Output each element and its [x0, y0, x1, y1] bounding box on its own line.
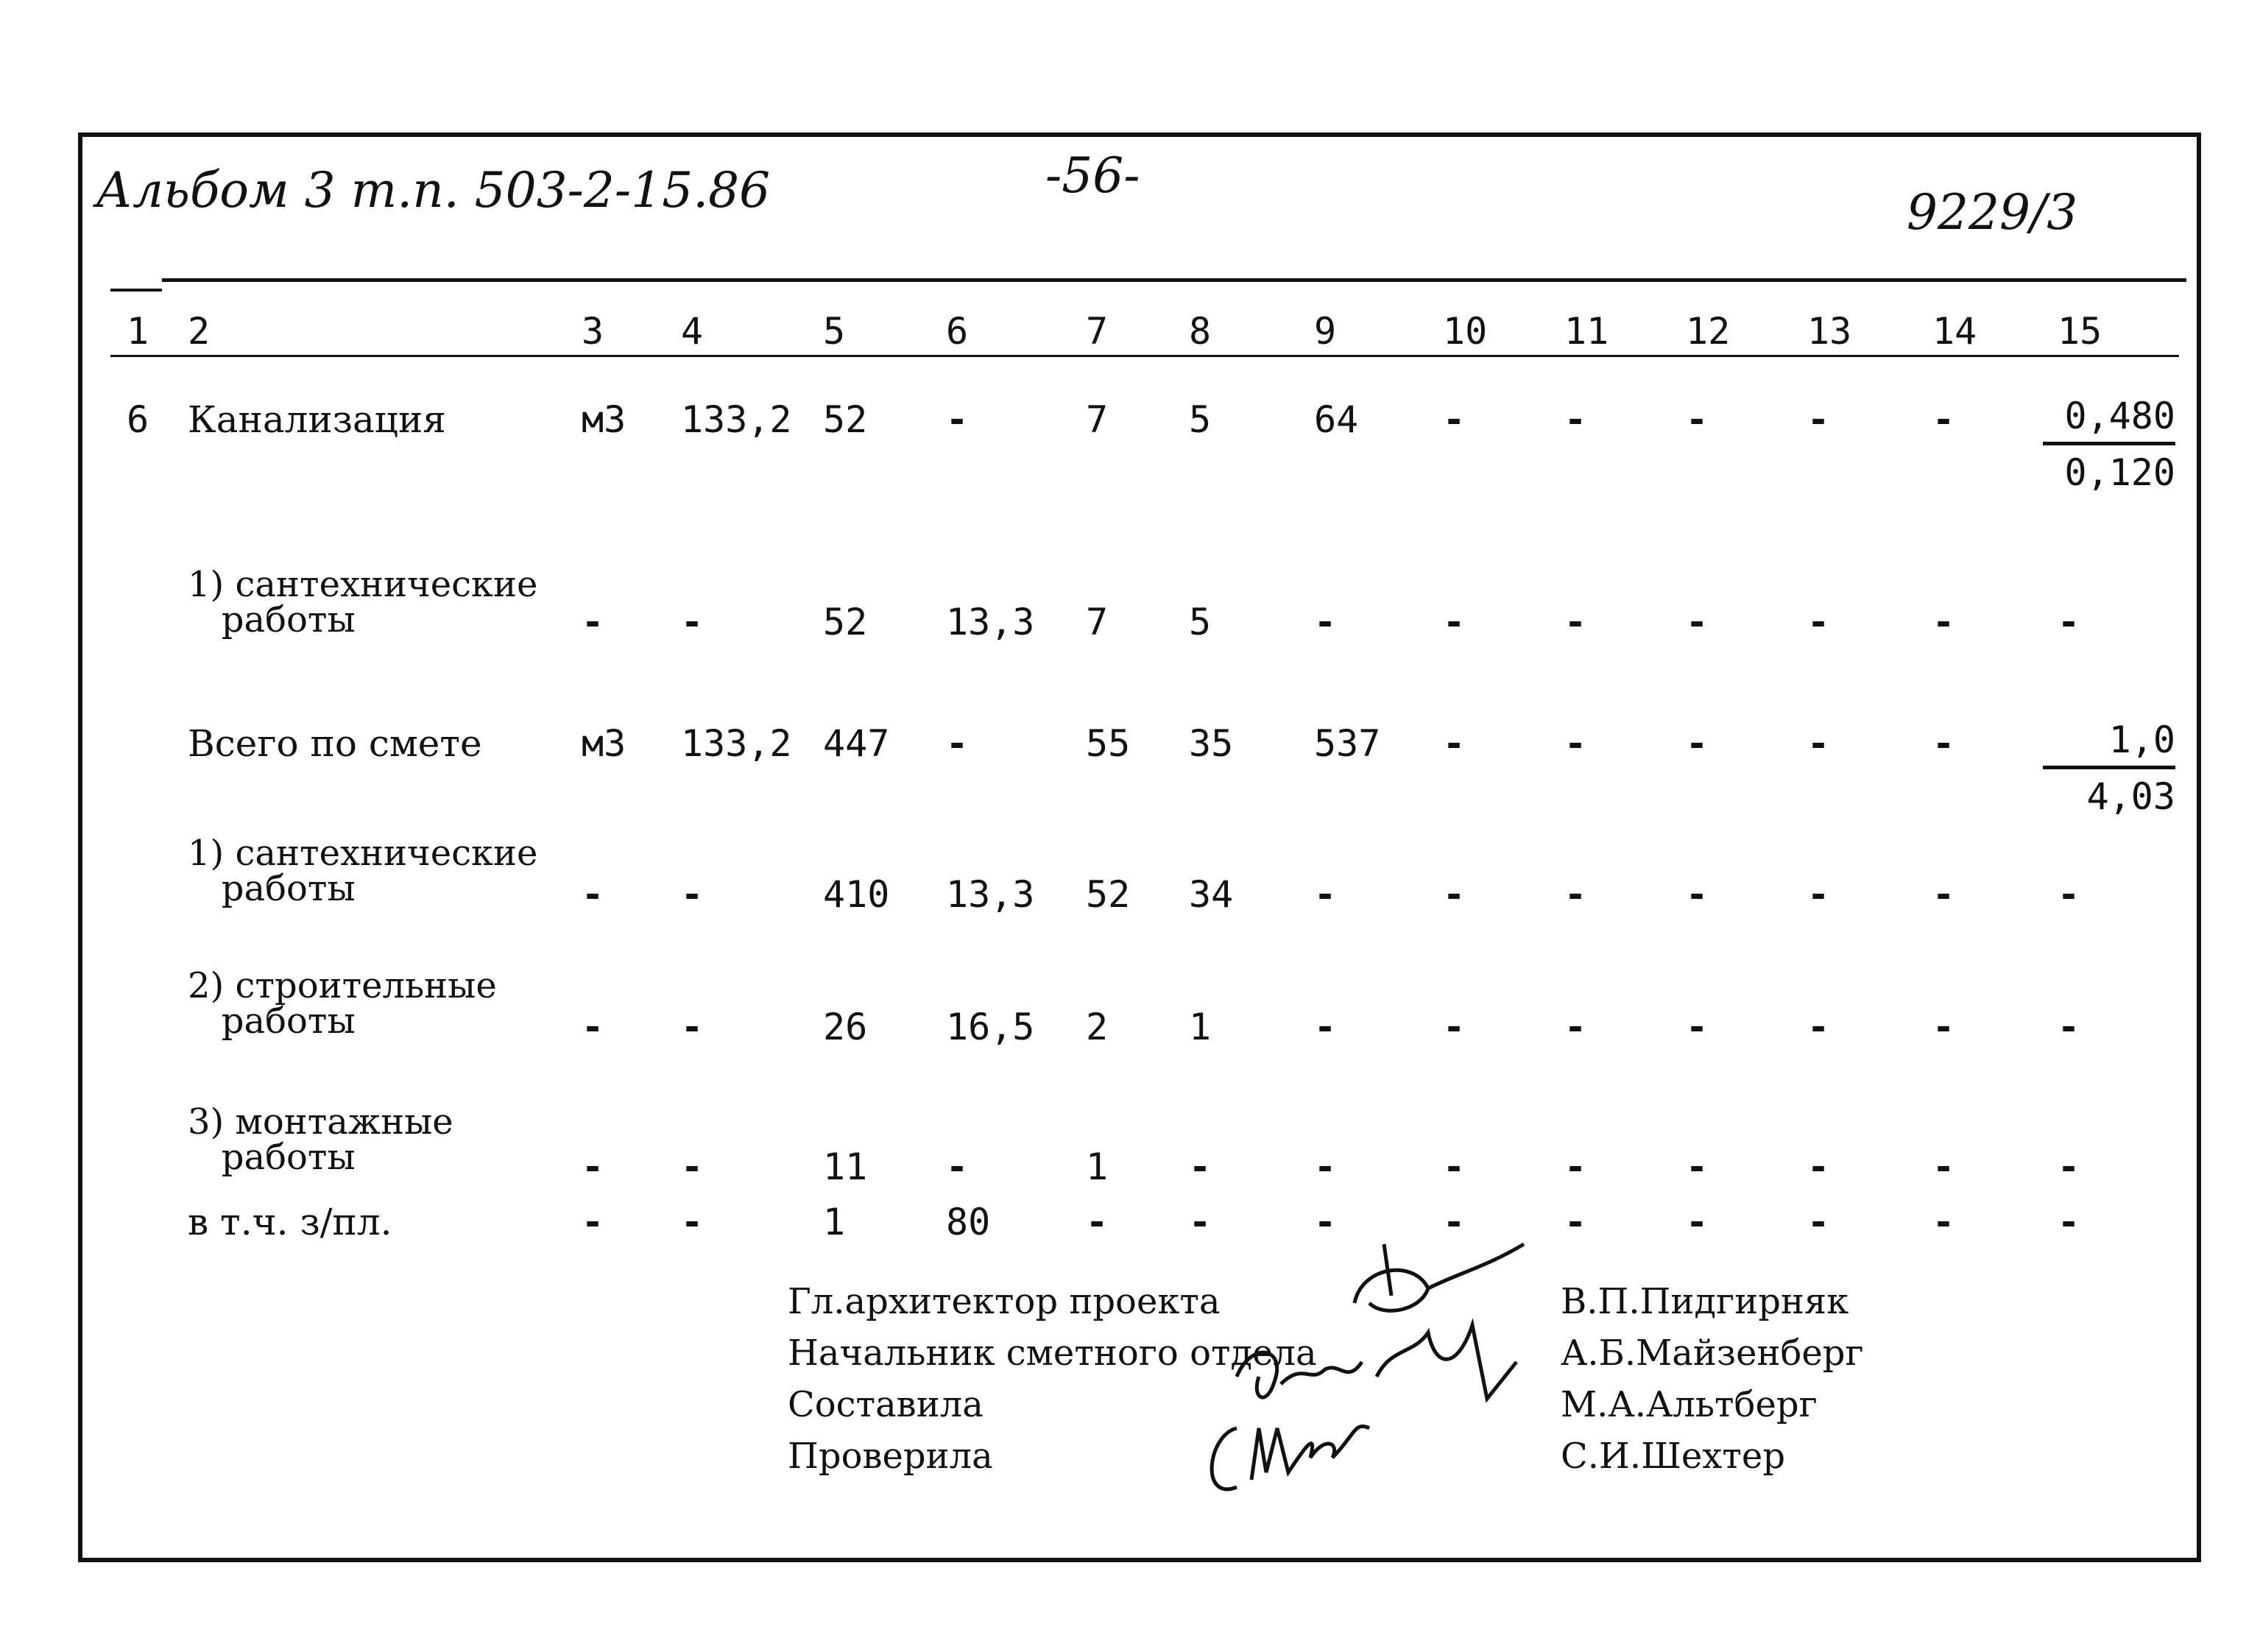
cell-col-7: 7 [1086, 601, 1109, 643]
signature-role: Гл.архитектор проекта [788, 1281, 1221, 1322]
column-number-8: 8 [1189, 310, 1212, 353]
row-label: 1) сантехнические работы [188, 564, 538, 640]
cell-col-4: - [681, 1006, 704, 1048]
cell-col-15: - [2058, 601, 2080, 643]
column-number-10: 10 [1443, 310, 1488, 353]
cell-col-4: 133,2 [681, 398, 792, 441]
fraction-col-15 [2043, 719, 2175, 818]
column-header-rule [110, 355, 2179, 357]
cell-col-14: - [1932, 1006, 1955, 1048]
cell-col-3: - [582, 601, 604, 643]
row-label: 1) сантехнические работы [188, 833, 538, 909]
cell-col-15: - [2058, 1146, 2080, 1188]
cell-col-4: - [681, 1201, 704, 1243]
column-number-7: 7 [1086, 310, 1109, 353]
cell-col-7: 2 [1086, 1006, 1109, 1048]
cell-col-9: - [1314, 601, 1337, 643]
cell-col-5: 11 [823, 1146, 868, 1188]
cell-col-4: - [681, 873, 704, 916]
cell-col-10: - [1443, 398, 1466, 441]
cell-col-14: - [1932, 873, 1955, 916]
signature-role: Начальник сметного отдела [788, 1332, 1317, 1374]
signature-name: С.И.Шехтер [1561, 1436, 1786, 1477]
row-label: 3) монтажные работы [188, 1101, 453, 1178]
column-number-6: 6 [946, 310, 969, 353]
column-number-15: 15 [2058, 310, 2102, 353]
cell-col-13: - [1807, 398, 1830, 441]
cell-col-8: - [1189, 1201, 1212, 1243]
cell-col-11: - [1564, 1146, 1587, 1188]
signature-role: Проверила [788, 1436, 993, 1477]
header-rule [162, 278, 2186, 282]
cell-col-11: - [1564, 722, 1587, 765]
cell-col-10: - [1443, 1146, 1466, 1188]
cell-col-10: - [1443, 601, 1466, 643]
cell-col-6: - [946, 398, 969, 441]
row-label: Канализация [188, 398, 446, 441]
document-code: 9229/3 [1907, 184, 2078, 241]
cell-col-15: - [2058, 1006, 2080, 1048]
cell-col-4: - [681, 1146, 704, 1188]
cell-col-5: 410 [823, 873, 890, 916]
column-number-13: 13 [1807, 310, 1852, 353]
cell-col-8: 35 [1189, 722, 1234, 765]
column-number-11: 11 [1564, 310, 1609, 353]
row-number: 6 [127, 398, 149, 441]
cell-col-14: - [1932, 1201, 1955, 1243]
row-label: Всего по смете [188, 722, 482, 765]
cell-col-6: - [946, 722, 969, 765]
cell-col-3: м3 [582, 722, 626, 765]
header-rule-left [110, 289, 162, 292]
cell-col-11: - [1564, 1006, 1587, 1048]
fraction-denominator: 4,03 [2086, 775, 2175, 818]
cell-col-8: - [1189, 1146, 1212, 1188]
cell-col-12: - [1686, 1006, 1709, 1048]
cell-col-12: - [1686, 1201, 1709, 1243]
cell-col-6: 13,3 [946, 873, 1035, 916]
cell-col-15: - [2058, 1201, 2080, 1243]
cell-col-5: 26 [823, 1006, 868, 1048]
cell-col-12: - [1686, 398, 1709, 441]
fraction-numerator: 0,480 [2043, 398, 2175, 445]
signature-name: М.А.Альтберг [1561, 1384, 1818, 1425]
cell-col-14: - [1932, 601, 1955, 643]
cell-col-7: 52 [1086, 873, 1131, 916]
fraction-denominator: 0,120 [2064, 451, 2175, 494]
cell-col-6: 13,3 [946, 601, 1035, 643]
cell-col-12: - [1686, 722, 1709, 765]
cell-col-13: - [1807, 873, 1830, 916]
column-number-4: 4 [681, 310, 704, 353]
cell-col-13: - [1807, 1201, 1830, 1243]
cell-col-12: - [1686, 873, 1709, 916]
cell-col-13: - [1807, 1146, 1830, 1188]
cell-col-11: - [1564, 601, 1587, 643]
album-reference: Альбом 3 т.п. 503-2-15.86 [96, 162, 771, 219]
signature-role: Составила [788, 1384, 984, 1425]
signature-name: А.Б.Майзенберг [1561, 1332, 1864, 1374]
cell-col-8: 34 [1189, 873, 1234, 916]
cell-col-15: - [2058, 873, 2080, 916]
column-number-5: 5 [823, 310, 846, 353]
column-number-9: 9 [1314, 310, 1337, 353]
cell-col-6: - [946, 1146, 969, 1188]
cell-col-9: - [1314, 1201, 1337, 1243]
cell-col-7: 1 [1086, 1146, 1109, 1188]
cell-col-14: - [1932, 398, 1955, 441]
column-number-2: 2 [188, 310, 211, 353]
cell-col-4: - [681, 601, 704, 643]
cell-col-11: - [1564, 873, 1587, 916]
cell-col-3: - [582, 873, 604, 916]
page-number: -56- [1045, 147, 1140, 204]
cell-col-9: 64 [1314, 398, 1359, 441]
cell-col-6: 80 [946, 1201, 991, 1243]
cell-col-10: - [1443, 873, 1466, 916]
cell-col-8: 5 [1189, 398, 1212, 441]
cell-col-7: 55 [1086, 722, 1131, 765]
cell-col-5: 1 [823, 1201, 846, 1243]
cell-col-3: - [582, 1201, 604, 1243]
column-number-12: 12 [1686, 310, 1731, 353]
cell-col-10: - [1443, 1201, 1466, 1243]
row-label: в т.ч. з/пл. [188, 1201, 392, 1243]
cell-col-7: 7 [1086, 398, 1109, 441]
cell-col-3: - [582, 1146, 604, 1188]
cell-col-8: 5 [1189, 601, 1212, 643]
cell-col-12: - [1686, 601, 1709, 643]
cell-col-8: 1 [1189, 1006, 1212, 1048]
cell-col-9: - [1314, 873, 1337, 916]
cell-col-10: - [1443, 1006, 1466, 1048]
cell-col-14: - [1932, 1146, 1955, 1188]
cell-col-10: - [1443, 722, 1466, 765]
fraction-numerator: 1,0 [2043, 721, 2175, 769]
cell-col-9: 537 [1314, 722, 1381, 765]
cell-col-13: - [1807, 601, 1830, 643]
cell-col-9: - [1314, 1146, 1337, 1188]
column-number-14: 14 [1932, 310, 1977, 353]
cell-col-12: - [1686, 1146, 1709, 1188]
cell-col-6: 16,5 [946, 1006, 1035, 1048]
column-number-3: 3 [582, 310, 604, 353]
column-number-1: 1 [127, 310, 149, 353]
cell-col-14: - [1932, 722, 1955, 765]
cell-col-3: - [582, 1006, 604, 1048]
cell-col-5: 52 [823, 601, 868, 643]
cell-col-9: - [1314, 1006, 1337, 1048]
cell-col-7: - [1086, 1201, 1109, 1243]
fraction-col-15 [2043, 395, 2175, 494]
cell-col-4: 133,2 [681, 722, 792, 765]
row-label: 2) строительные работы [188, 965, 497, 1042]
cell-col-11: - [1564, 398, 1587, 441]
signature-name: В.П.Пидгирняк [1561, 1281, 1849, 1322]
cell-col-13: - [1807, 722, 1830, 765]
handwritten-signatures [1207, 1237, 1605, 1531]
cell-col-13: - [1807, 1006, 1830, 1048]
cell-col-5: 447 [823, 722, 890, 765]
cell-col-3: м3 [582, 398, 626, 441]
cell-col-5: 52 [823, 398, 868, 441]
cell-col-11: - [1564, 1201, 1587, 1243]
